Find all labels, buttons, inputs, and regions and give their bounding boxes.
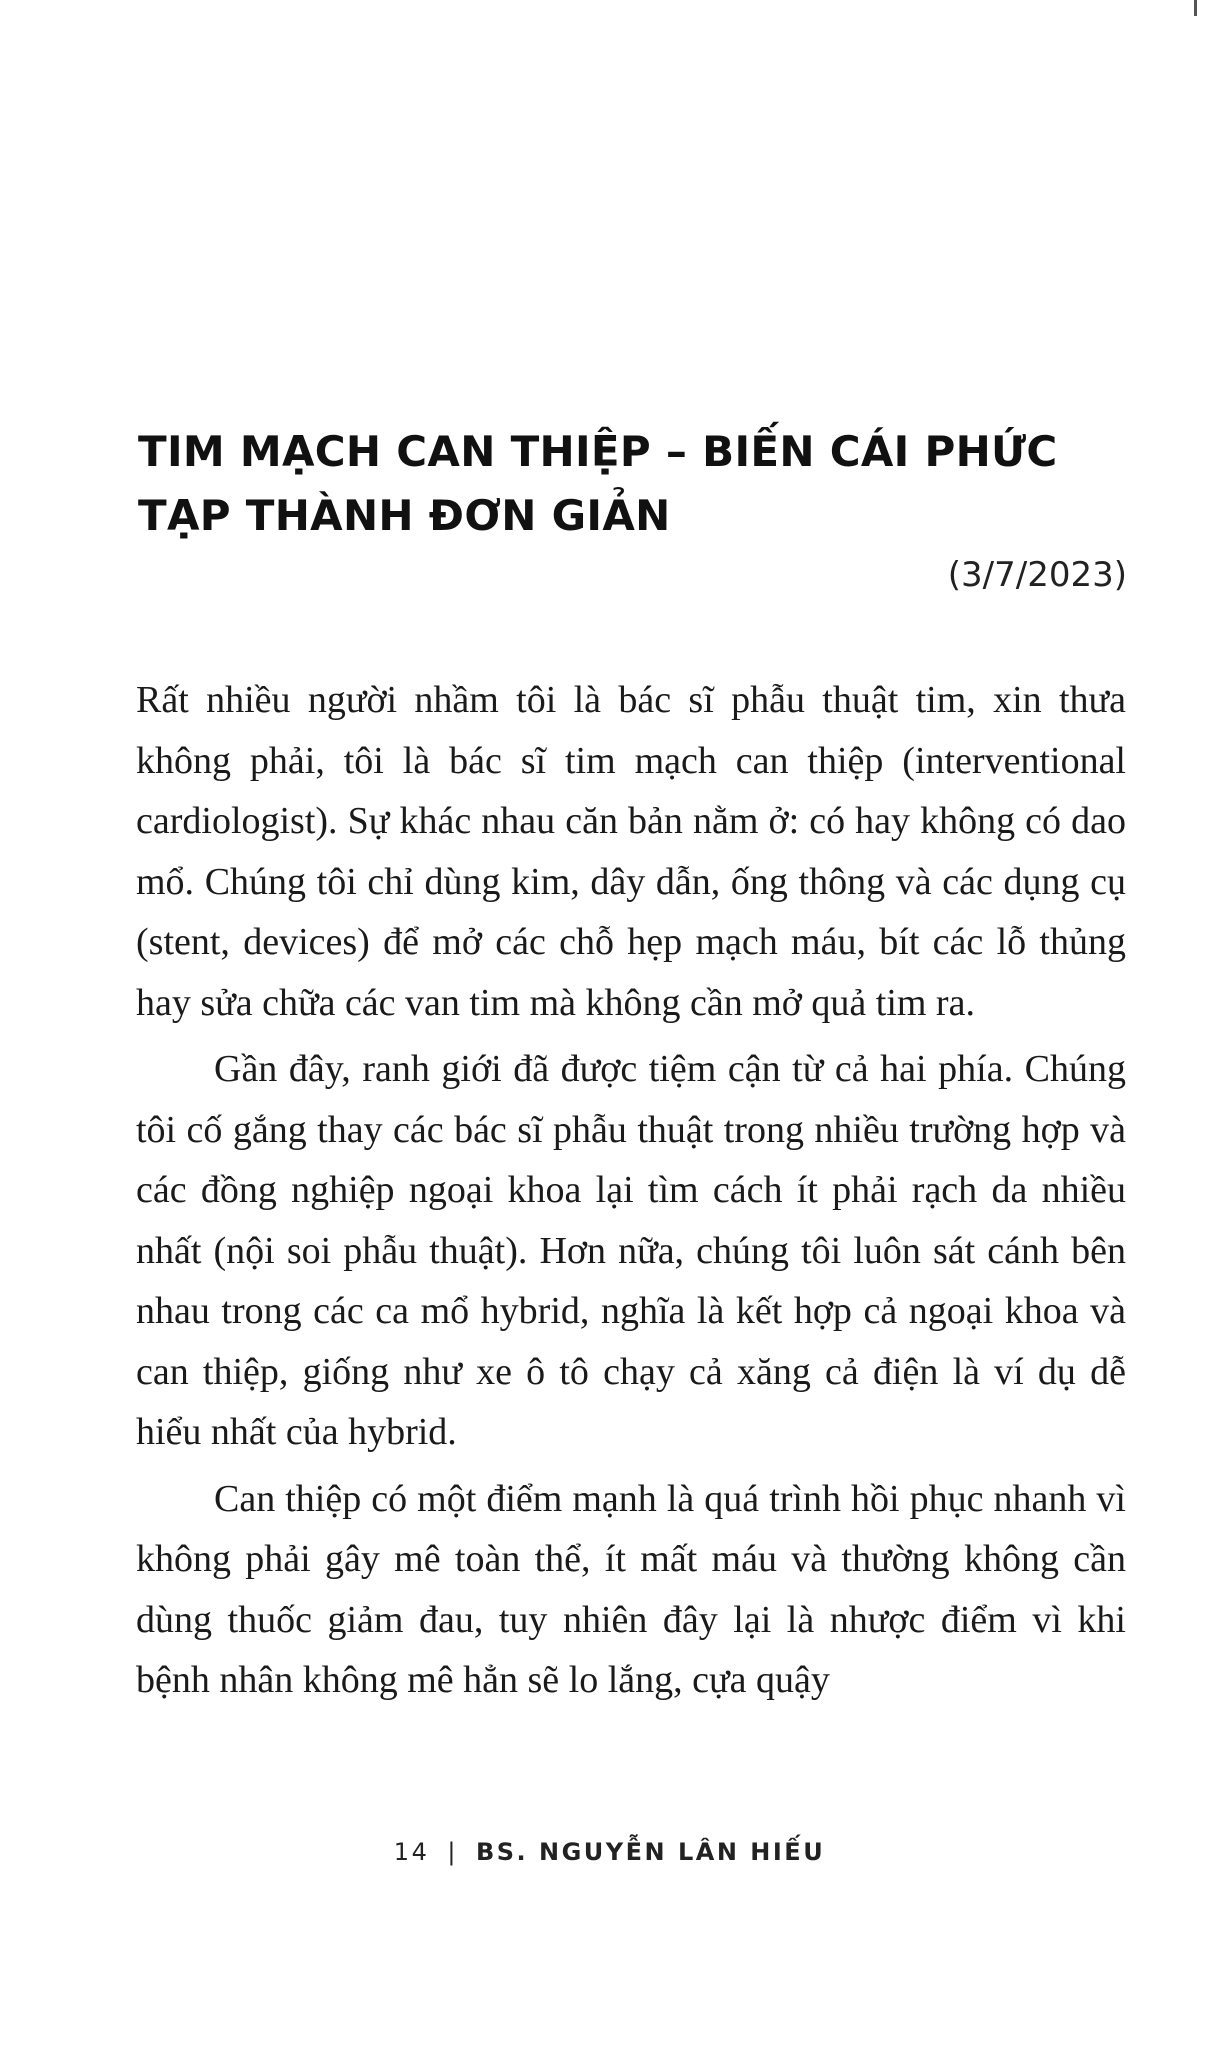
footer-separator: |	[447, 1838, 458, 1866]
author-name: BS. NGUYỄN LÂN HIẾU	[475, 1838, 826, 1866]
paragraph-2: Gần đây, ranh giới đã được tiệm cận từ cả hai phía. Chúng tôi cố gắng thay các bác sĩ phẫu thuật trong nhiều trường hợp và các đồng nghiệp ngoại khoa lại tìm cách ít phải rạch da nhiều nhất (nội soi phẫu thuật). Hơn nữa, chúng tôi luôn sát cánh bên nhau trong các ca mổ hybrid, nghĩa là kết hợp cả ngoại khoa và can thiệp, giống như xe ô tô chạy cả xăng cả điện là ví dụ dễ hiểu nhất của hybrid.	[136, 1048, 1126, 1453]
body-text	[136, 670, 1126, 1711]
chapter-date: (3/7/2023)	[947, 555, 1127, 595]
scan-edge-mark	[1194, 0, 1197, 16]
page-footer	[0, 1838, 1219, 1866]
page-number: 14	[393, 1838, 430, 1866]
paragraph-3: Can thiệp có một điểm mạnh là quá trình hồi phục nhanh vì không phải gây mê toàn thể, ít mất máu và thường không cần dùng thuốc giảm đau, tuy nhiên đây lại là nhược điểm vì khi bệnh nhân không mê hẳn sẽ lo lắng, cựa quậy	[136, 1477, 1126, 1701]
paragraph-1: Rất nhiều người nhầm tôi là bác sĩ phẫu thuật tim, xin thưa không phải, tôi là bác sĩ tim mạch can thiệp (interventional cardiologist). Sự khác nhau căn bản nằm ở: có hay không có dao mổ. Chúng tôi chỉ dùng kim, dây dẫn, ống thông và các dụng cụ (stent, devices) để mở các chỗ hẹp mạch máu, bít các lỗ thủng hay sửa chữa các van tim mà không cần mở quả tim ra.	[136, 679, 1126, 1024]
chapter-title: TIM MẠCH CAN THIỆP – BIẾN CÁI PHỨC TẠP THÀNH ĐƠN GIẢN	[138, 427, 1058, 540]
